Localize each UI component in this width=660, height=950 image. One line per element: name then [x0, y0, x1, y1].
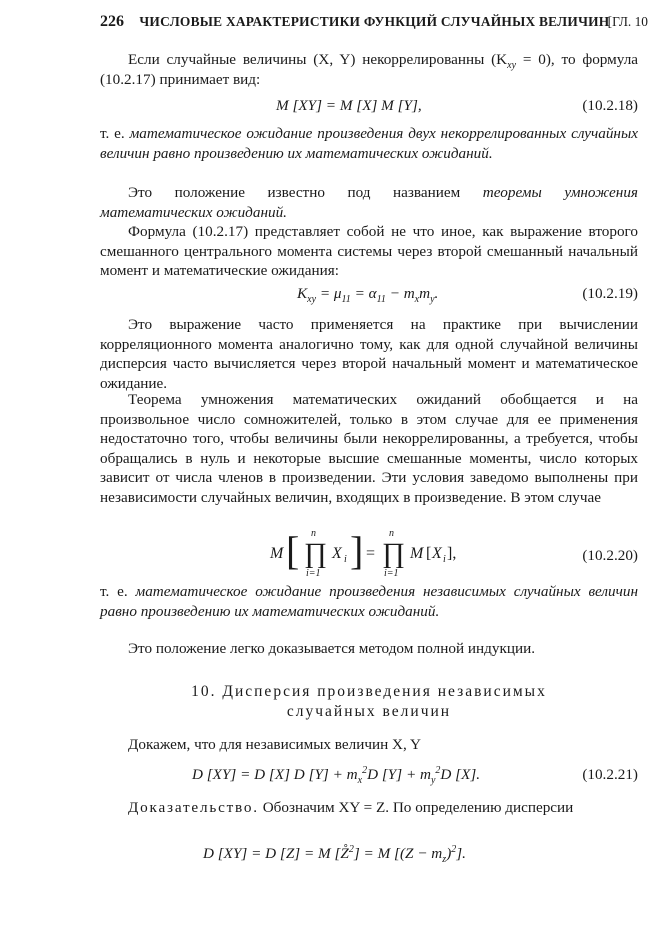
svg-text:],: ], — [447, 545, 457, 562]
svg-text:X: X — [432, 545, 442, 562]
paragraph-formula-meaning — [100, 222, 638, 281]
para3-italic: теоремы умножения математических ожиданий. — [100, 184, 638, 221]
para3-text: Это положение известно под названием — [128, 184, 483, 201]
paragraph-conclusion-2 — [100, 582, 638, 621]
page-number: 226 — [100, 13, 124, 30]
para1-sub: xy — [507, 60, 517, 72]
equation-label: (10.2.20) — [582, 547, 638, 564]
para1-line2: формула (10.2.17) принимает вид: — [100, 51, 639, 88]
chapter-label: [ГЛ. 10 — [607, 14, 648, 29]
equation-label: (10.2.19) — [582, 285, 638, 302]
paragraph-prove — [100, 735, 638, 755]
equation-label: (10.2.18) — [582, 97, 638, 114]
paragraph-generalization — [100, 390, 638, 508]
equation-formula: M [XY] = M [X] M [Y], — [276, 97, 422, 114]
equation-formula: $K_{xy} = \mu_{11} = \alpha_{11} - m_xm_y$. — [297, 285, 439, 306]
svg-text:n: n — [311, 528, 316, 539]
paragraph-uncorrelated — [100, 50, 638, 89]
paragraph-application — [100, 315, 638, 393]
para7-lead: т. е. — [100, 583, 136, 600]
svg-text:i=1: i=1 — [384, 568, 399, 579]
para5-text: Это выражение часто применяется на практике при вычислении корреляционного момента аналогично тому, как для одной случайной величины дисперсия часто вычисляется через второй начальный момент и математическое ожидание. — [100, 316, 638, 392]
running-title: ЧИСЛОВЫЕ ХАРАКТЕРИСТИКИ ФУНКЦИЙ СЛУЧАЙНЫХ ВЕЛИЧИН — [139, 14, 610, 29]
svg-text:M: M — [410, 545, 424, 562]
paragraph-proof — [100, 798, 638, 818]
para6-text: Теорема умножения математических ожиданий обобщается и на произвольное число сомножителей, только в этом случае для ее применения недостаточно того, чтобы величины были некоррелированны, а требуется, чтобы обращались в нуль и некоторые высшие смешанные моменты, число которых зависит от числа членов в произведении. Эти условия заведомо выполнены при независимости случайных величин, входящих в произведение. В этом случае — [100, 391, 638, 506]
svg-text:∏: ∏ — [304, 538, 328, 569]
svg-text:i=1: i=1 — [306, 568, 321, 579]
svg-text:i: i — [443, 554, 446, 565]
para10-text: Обозначим XY = Z. По определению дисперсии — [258, 799, 574, 816]
para8-text: Это положение легко доказывается методом полной индукции. — [128, 640, 536, 657]
equation-label: (10.2.21) — [582, 766, 638, 783]
product-formula-graphic — [260, 528, 620, 588]
paragraph-conclusion-1 — [100, 124, 638, 163]
svg-text:=: = — [366, 545, 376, 562]
svg-text:]: ] — [350, 528, 364, 573]
section-heading-line1: 10. Дисперсия произведения независимых — [191, 683, 547, 700]
proof-label: Доказательство. — [128, 799, 259, 816]
para4-text: Формула (10.2.17) представляет собой не что иное, как выражение второго смешанного центрального момента системы через второй смешанный начальный момент и математические ожидания: — [100, 223, 638, 280]
svg-text:M: M — [270, 545, 284, 562]
para1-line1: Если случайные величины (X, Y) некоррелированны (K — [128, 51, 508, 68]
svg-text:i: i — [344, 554, 347, 565]
section-heading-line2: случайных величин — [286, 703, 452, 720]
paragraph-theorem-name — [100, 183, 638, 222]
svg-text:X: X — [332, 545, 342, 562]
equation-formula: D [XY] = D [Z] = M [Z̊$^2$] = M $[(Z - m_z)^2]$. — [203, 843, 466, 866]
equation-formula: D [XY] = D [X] D $[Y] + m_x^2D$ $[Y] + m_y^2D$ [X]. — [192, 764, 481, 787]
section-heading — [100, 682, 638, 722]
para7-italic: математическое ожидание произведения независимых случайных величин равно произведению их математических ожиданий. — [100, 583, 638, 620]
para9-text: Докажем, что для независимых величин X, Y — [128, 736, 421, 753]
para2-lead: т. е. — [100, 125, 130, 142]
svg-text:n: n — [389, 528, 394, 539]
svg-text:∏: ∏ — [382, 538, 406, 569]
para2-italic: математическое ожидание произведения двух некоррелированных случайных величин равно произведению их математических ожиданий. — [100, 125, 638, 162]
equation-10-2-20 — [100, 528, 638, 588]
svg-text:[: [ — [286, 528, 300, 573]
para1-line1-end: = 0), то — [516, 51, 576, 68]
svg-text:[: [ — [426, 545, 432, 562]
paragraph-induction — [100, 639, 638, 659]
running-header — [100, 12, 648, 34]
